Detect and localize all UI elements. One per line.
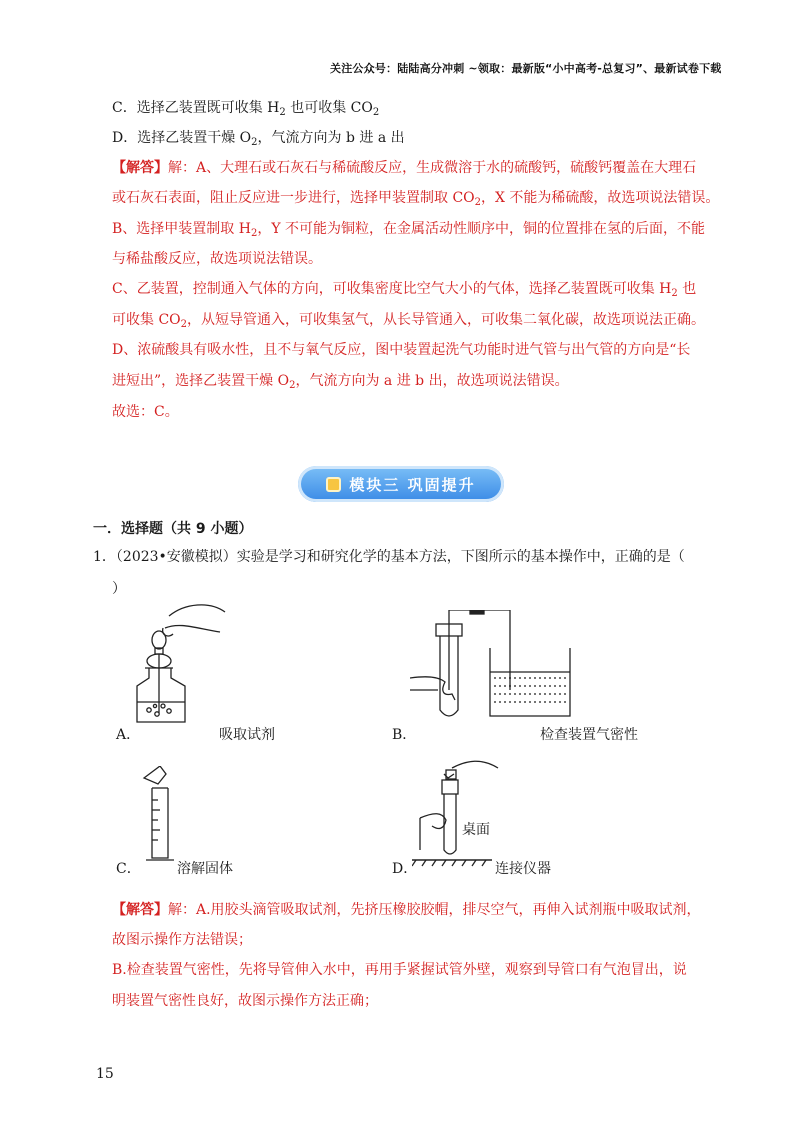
figure-c-letter: C． (116, 861, 141, 877)
answer-prev-line-7: D、浓硫酸具有吸水性，且不与氧气反应，图中装置起洗气功能时进气管与出气管的方向是“长 (112, 342, 691, 358)
figure-d-table-label: 桌面 (462, 822, 490, 838)
answer-prev-line-3: B、选择甲装置制取 $H_2$，Y 不可能为铜粒，在金属活动性顺序中，铜的位置排在氢的后面，不能 (112, 221, 706, 239)
answer-prev-line-1: 【解答】解：A、大理石或石灰石与稀硫酸反应，生成微溶于水的硫酸钙，硫酸钙覆盖在大理石 (112, 160, 697, 176)
answer-q1-line-2: 故图示操作方法错误； (112, 932, 252, 948)
answer-prev-line-5: C、乙装置，控制通入气体的方向，可收集密度比空气大小的气体，选择乙装置既可收集 $H_2$ 也 (112, 281, 697, 299)
module-banner (298, 466, 504, 502)
answer-prev-line-9: 故选：C。 (112, 404, 179, 420)
figure-a-caption: 吸取试剂 (219, 727, 275, 743)
answer-prev-line-2: 或石灰石表面，阻止反应进一步进行，选择甲装置制取 $CO_2$，X 不能为稀硫酸，故选项说法错误。 (112, 190, 720, 208)
section-title: 一．选择题（共 9 小题） (93, 521, 253, 537)
book-icon (326, 477, 341, 492)
answer-prev-line-8: 进短出”，选择乙装置干燥 $O_2$，气流方向为 a 进 b 出，故选项说法错误。 (112, 373, 569, 391)
figure-d-connecting-apparatus (412, 760, 512, 870)
answer-q1-line-4: 明装置气密性良好，故图示操作方法正确； (112, 993, 378, 1009)
module-banner-title: 模块三 巩固提升 (349, 475, 476, 494)
answer-tag: 【解答】 (112, 160, 168, 176)
figure-a-dropper-bottle (125, 598, 235, 728)
figure-a-letter: A． (116, 727, 141, 743)
answer-prev-line-6: 可收集 $CO_2$，从短导管通入，可收集氢气，从长导管通入，可收集二氧化碳，故选项说法正确。 (112, 312, 706, 330)
page-number: 15 (96, 1066, 114, 1082)
figure-c-caption: 溶解固体 (177, 861, 233, 877)
header-note: 关注公众号：陆陆高分冲刺 ~领取：最新版“小中高考-总复习”、最新试卷下载 (330, 62, 722, 75)
figure-b-letter: B． (392, 727, 417, 743)
answer-prev-line-4: 与稀盐酸反应，故选项说法错误。 (112, 251, 322, 267)
figure-c-graduated-cylinder (138, 766, 188, 866)
figure-b-airtightness-check (410, 610, 580, 725)
answer-q1-tag: 【解答】 (112, 902, 168, 918)
option-c-prev: C．选择乙装置既可收集 $H_2$ 也可收集 $CO_2$ (112, 100, 380, 118)
figure-d-caption: 连接仪器 (495, 861, 551, 877)
question-1-stem: 1．（2023•安徽模拟）实验是学习和研究化学的基本方法，下图所示的基本操作中，正确的是（ (93, 549, 685, 565)
answer-q1-line-1: 【解答】解：A.用胶头滴管吸取试剂，先挤压橡胶胶帽，排尽空气，再伸入试剂瓶中吸取试剂， (112, 902, 701, 918)
option-d-prev: D．选择乙装置干燥 $O_2$，气流方向为 b 进 a 出 (112, 130, 405, 148)
answer-q1-line-3: B.检查装置气密性，先将导管伸入水中，再用手紧握试管外壁，观察到导管口有气泡冒出，说 (112, 962, 687, 978)
figure-b-caption: 检查装置气密性 (540, 727, 638, 743)
question-1-stem-end: ） (112, 581, 126, 597)
figure-d-letter: D． (392, 861, 418, 877)
